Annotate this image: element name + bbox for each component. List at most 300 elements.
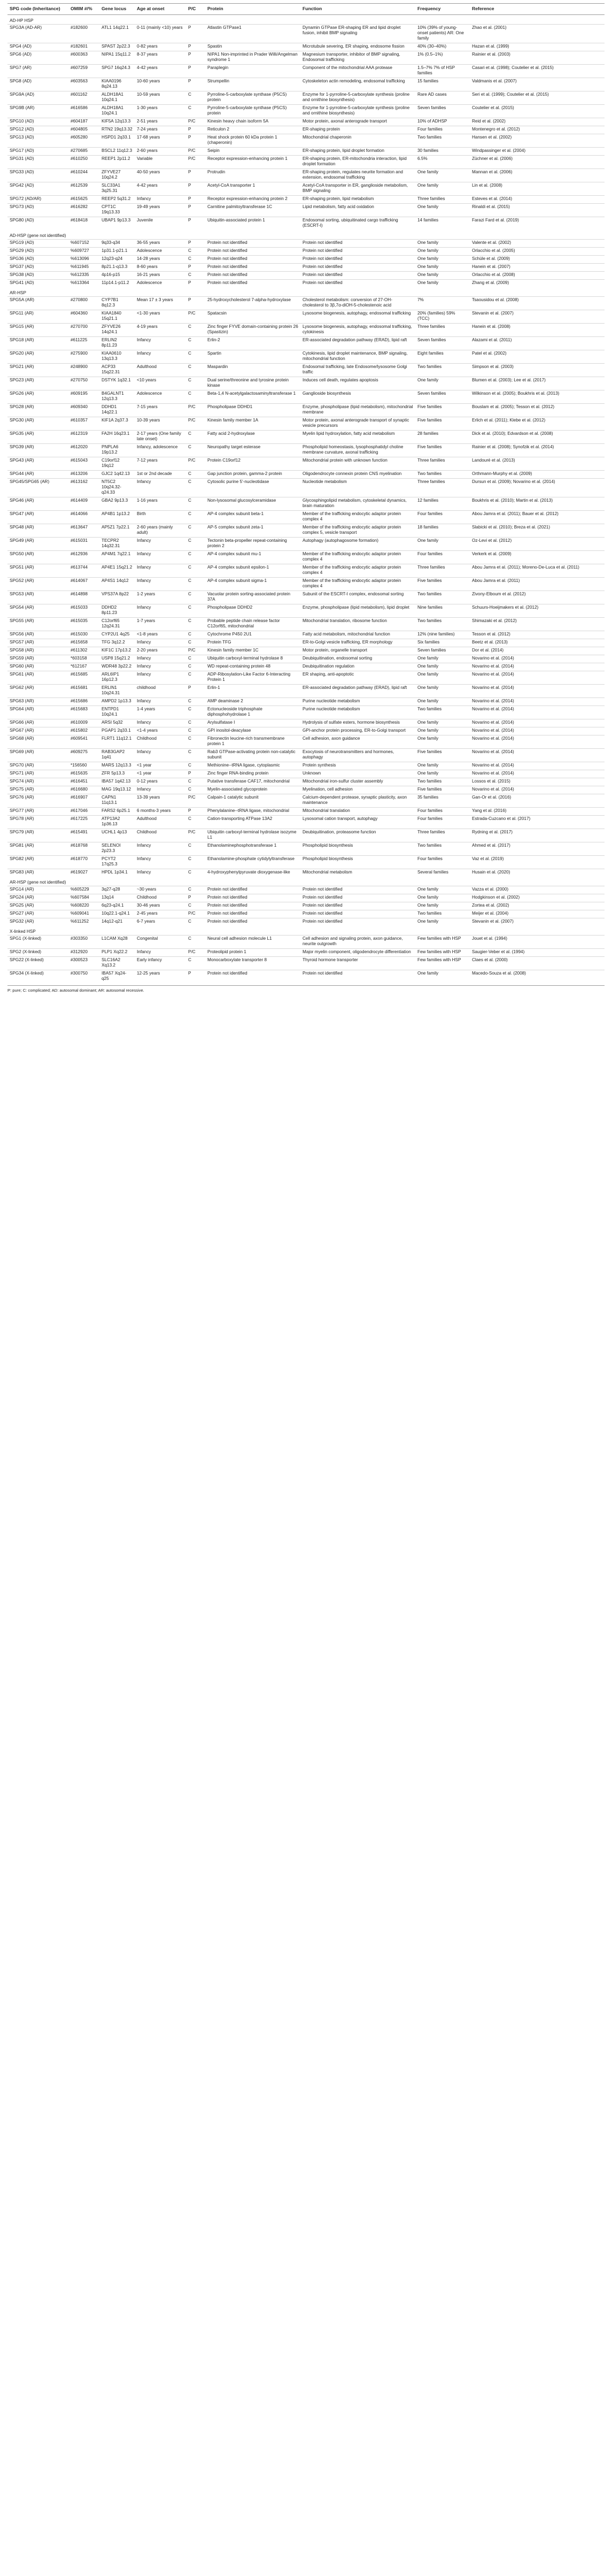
cell-age-onset: 4-42 years <box>135 65 186 78</box>
cell-frequency: 35 families <box>415 794 470 808</box>
cell-spg-code: SPG62 (AR) <box>7 685 68 698</box>
cell-function: Enzyme for 1-pyrroline-5-carboxylate synthesis (proline and ornithine biosynthesis) <box>300 105 415 118</box>
cell-function: Enzyme for 1-pyrroline-5-carboxylate synthesis (proline and ornithine biosynthesis) <box>300 91 415 105</box>
cell-reference: Novarino et al. (2014) <box>470 786 605 794</box>
cell-function: Endosomal trafficking, late Endosome/lysosome Golgi traffic <box>300 364 415 377</box>
cell-age-onset: Infancy <box>135 856 186 869</box>
cell-reference: Casari et al. (1998); Coutelier et al. (2015) <box>470 65 605 78</box>
table-row <box>7 479 605 497</box>
cell-reference: Züchner et al. (2006) <box>470 156 605 169</box>
cell-pc: C <box>186 869 205 877</box>
cell-reference: Slabicki et al. (2010); Breza et al. (2021) <box>470 524 605 538</box>
table-row <box>7 808 605 816</box>
cell-protein: Cation-transporting ATPase 13A2 <box>205 816 300 829</box>
cell-age-onset: 2-60 years <box>135 148 186 156</box>
cell-frequency: Rare AD cases <box>415 91 470 105</box>
cell-spg-code: SPG10 (AD) <box>7 118 68 126</box>
cell-frequency: One family <box>415 918 470 926</box>
cell-spg-code: SPG56 (AR) <box>7 631 68 639</box>
cell-gene-locus: ENTPD1 10q24.1 <box>99 706 135 719</box>
cell-pc: C <box>186 431 205 444</box>
cell-reference: Novarino et al. (2014) <box>470 719 605 727</box>
cell-spg-code: SPG29 (AD) <box>7 248 68 256</box>
cell-omim: #610244 <box>68 169 99 182</box>
cell-reference: Seri et al. (1999); Coutelier et al. (2015) <box>470 91 605 105</box>
table-row <box>7 655 605 663</box>
cell-frequency: 6.5% <box>415 156 470 169</box>
cell-omim: #618768 <box>68 842 99 856</box>
cell-protein: Fatty acid 2-hydroxylase <box>205 431 300 444</box>
cell-pc: C <box>186 749 205 762</box>
cell-protein: Spartin <box>205 350 300 364</box>
table-row <box>7 663 605 671</box>
cell-omim: #609541 <box>68 735 99 749</box>
cell-function: Mitochondrial protein with unknown function <box>300 457 415 471</box>
cell-protein: AP-4 complex subunit epsilon-1 <box>205 564 300 578</box>
cell-reference: Hansen et al. (2002) <box>470 134 605 148</box>
cell-age-onset: Infancy <box>135 655 186 663</box>
cell-age-onset: 4-42 years <box>135 182 186 196</box>
cell-pc: P/C <box>186 118 205 126</box>
cell-frequency: 10% of ADHSP <box>415 118 470 126</box>
cell-pc: P/C <box>186 417 205 431</box>
cell-frequency: 15 families <box>415 78 470 91</box>
cell-spg-code: SPG51 (AR) <box>7 564 68 578</box>
cell-function: Motor protein, axonal anterograde transport <box>300 118 415 126</box>
cell-spg-code: SPG69 (AR) <box>7 749 68 762</box>
cell-protein: Protein not identified <box>205 264 300 272</box>
table-row <box>7 685 605 698</box>
cell-protein: Maspardin <box>205 364 300 377</box>
cell-protein: Non-lysosomal glucosylceramidase <box>205 497 300 511</box>
cell-reference: Boukhris et al. (2010); Martin et al. (2013) <box>470 497 605 511</box>
cell-protein: Ethanolaminephosphotransferase 1 <box>205 842 300 856</box>
cell-gene-locus: FLRT1 11q12.1 <box>99 735 135 749</box>
cell-protein: Carnitine palmitoyltransferase 1C <box>205 204 300 217</box>
cell-omim: #607259 <box>68 65 99 78</box>
cell-frequency: Two families <box>415 842 470 856</box>
table-row <box>7 910 605 918</box>
table-row <box>7 886 605 894</box>
cell-gene-locus: USP8 15q21.2 <box>99 655 135 663</box>
cell-spg-code: SPG68 (AR) <box>7 735 68 749</box>
cell-function: ER-associated degradation pathway (ERAD), lipid raft <box>300 685 415 698</box>
cell-protein: Protein not identified <box>205 272 300 280</box>
cell-omim: %611252 <box>68 918 99 926</box>
cell-reference: Meijer et al. (2004) <box>470 910 605 918</box>
cell-function: Magnesium transporter, inhibitor of BMP signaling, Endosomal trafficking <box>300 51 415 65</box>
cell-frequency: One family <box>415 280 470 288</box>
cell-pc: P/C <box>186 910 205 918</box>
cell-omim: %607584 <box>68 894 99 902</box>
cell-gene-locus: UCHL1 4p13 <box>99 829 135 842</box>
cell-gene-locus: 11p14.1-p11.2 <box>99 280 135 288</box>
cell-pc: C <box>186 856 205 869</box>
cell-gene-locus: FARS2 6p25.1 <box>99 808 135 816</box>
cell-reference: Simpson et al. (2003) <box>470 364 605 377</box>
cell-protein: Receptor expression-enhancing protein 2 <box>205 196 300 204</box>
cell-spg-code: SPG1 (X-linked) <box>7 936 68 949</box>
cell-protein: Arylsulfatase I <box>205 719 300 727</box>
cell-pc: C <box>186 364 205 377</box>
cell-function: Protein not identified <box>300 256 415 264</box>
cell-function: Thyroid hormone transporter <box>300 957 415 970</box>
cell-protein: Calpain-1 catalytic subunit <box>205 794 300 808</box>
cell-omim: #248900 <box>68 364 99 377</box>
header-age-onset: Age at onset <box>135 4 186 15</box>
cell-age-onset: 0-11 (mainly <10) years <box>135 25 186 43</box>
cell-protein: Ectonucleoside triphosphate diphosphohydrolase 1 <box>205 706 300 719</box>
cell-spg-code: SPG72 (AD/AR) <box>7 196 68 204</box>
table-row <box>7 538 605 551</box>
cell-reference: Dursun et al. (2009); Novarino et al. (2014) <box>470 479 605 497</box>
cell-omim: #613206 <box>68 471 99 479</box>
cell-gene-locus: ZFYVE27 10q24.2 <box>99 169 135 182</box>
cell-frequency: Four families <box>415 511 470 524</box>
cell-age-onset: 17-68 years <box>135 134 186 148</box>
cell-frequency: Two families <box>415 591 470 604</box>
cell-reference: Claes et al. (2000) <box>470 957 605 970</box>
cell-omim: #613744 <box>68 564 99 578</box>
cell-protein: Protein not identified <box>205 910 300 918</box>
cell-gene-locus: 3q27-q28 <box>99 886 135 894</box>
cell-reference: Hanein et al. (2007) <box>470 264 605 272</box>
table-row <box>7 148 605 156</box>
cell-spg-code: SPG60 (AR) <box>7 663 68 671</box>
cell-omim: #609340 <box>68 404 99 417</box>
cell-spg-code: SPG53 (AR) <box>7 591 68 604</box>
cell-reference: Rinaldi et al. (2015) <box>470 204 605 217</box>
cell-pc: C <box>186 786 205 794</box>
cell-reference: Abou Jamra et al. (2011); Bauer et al. (2012) <box>470 511 605 524</box>
cell-omim: #619027 <box>68 869 99 877</box>
cell-frequency: Two families <box>415 778 470 786</box>
cell-protein: AP-5 complex subunit zeta-1 <box>205 524 300 538</box>
cell-reference: Orthmann-Murphy et al. (2009) <box>470 471 605 479</box>
cell-pc: C <box>186 604 205 618</box>
cell-age-onset: Childhood <box>135 829 186 842</box>
cell-omim: %607152 <box>68 240 99 248</box>
cell-spg-code: SPG44 (AR) <box>7 471 68 479</box>
cell-age-onset: 30-46 years <box>135 902 186 910</box>
cell-protein: Kinesin family member 1A <box>205 417 300 431</box>
header-frequency: Frequency <box>415 4 470 15</box>
cell-age-onset: 6 months-3 years <box>135 808 186 816</box>
cell-function: GPI-anchor protein processing, ER-to-Golgi transport <box>300 727 415 735</box>
cell-pc: C <box>186 524 205 538</box>
cell-pc: C <box>186 918 205 926</box>
cell-pc: C <box>186 735 205 749</box>
cell-omim: #615686 <box>68 698 99 706</box>
cell-gene-locus: UBAP1 9p13.3 <box>99 217 135 231</box>
cell-protein: Phenylalanine--tRNA ligase, mitochondrial <box>205 808 300 816</box>
cell-omim: #615635 <box>68 770 99 778</box>
cell-age-onset: 8-37 years <box>135 51 186 65</box>
cell-age-onset: 2-17 years (One family late onset) <box>135 431 186 444</box>
cell-omim: %612335 <box>68 272 99 280</box>
cell-frequency: 12% (nine families) <box>415 631 470 639</box>
cell-protein: Tectonin beta-propeller repeat-containing protein 2 <box>205 538 300 551</box>
cell-frequency: Three families <box>415 564 470 578</box>
table-row <box>7 564 605 578</box>
cell-protein: Protein not identified <box>205 886 300 894</box>
cell-omim: #605280 <box>68 134 99 148</box>
cell-function: Cholesterol metabolism: conversion of 27-OH-cholesterol to 3β,7α-diOH-5-cholestenoic acid <box>300 297 415 310</box>
cell-spg-code: SPG26 (AR) <box>7 390 68 404</box>
cell-gene-locus: PNPLA6 19p13.2 <box>99 444 135 457</box>
table-row <box>7 794 605 808</box>
cell-pc: P/C <box>186 156 205 169</box>
cell-function: ER-shaping protein, regulates neurite formation and extension, endosomal trafficking <box>300 169 415 182</box>
cell-frequency: One family <box>415 272 470 280</box>
cell-omim: #615625 <box>68 196 99 204</box>
cell-reference: Husain et al. (2020) <box>470 869 605 877</box>
cell-spg-code: SPG50 (AR) <box>7 551 68 564</box>
cell-protein: Protein not identified <box>205 280 300 288</box>
table-row <box>7 324 605 337</box>
cell-age-onset: Infancy <box>135 949 186 957</box>
cell-pc: P <box>186 264 205 272</box>
table-footnote: P: pure; C: complicated; AD: autosomal dominant; AR: autosomal recessive. <box>7 985 605 993</box>
cell-protein: Pyrroline-5-carboxylate synthase (P5CS) protein <box>205 105 300 118</box>
cell-spg-code: SPG55 (AR) <box>7 618 68 631</box>
cell-spg-code: SPG52 (AR) <box>7 578 68 591</box>
cell-function: Member of the trafficking endocytic adaptor protein complex 4 <box>300 511 415 524</box>
cell-omim: #604187 <box>68 118 99 126</box>
cell-reference: Rainier et al. (2003) <box>470 51 605 65</box>
cell-age-onset: 1-16 years <box>135 497 186 511</box>
cell-pc: P <box>186 685 205 698</box>
cell-gene-locus: MAG 19q13.12 <box>99 786 135 794</box>
cell-protein: AMP deaminase 2 <box>205 698 300 706</box>
cell-pc: P <box>186 126 205 134</box>
table-row <box>7 337 605 350</box>
cell-frequency: Seven families <box>415 105 470 118</box>
cell-pc: C <box>186 957 205 970</box>
table-row <box>7 280 605 288</box>
cell-frequency: One family <box>415 698 470 706</box>
cell-frequency: Two families <box>415 364 470 377</box>
cell-age-onset: 1-4 years <box>135 706 186 719</box>
cell-age-onset: Infancy <box>135 479 186 497</box>
cell-function: Mitochondrial iron-sulfur cluster assembly <box>300 778 415 786</box>
cell-gene-locus: HSPD1 2q33.1 <box>99 134 135 148</box>
cell-reference: Dick et al. (2010); Edvardson et al. (2008) <box>470 431 605 444</box>
cell-gene-locus: RTN2 19q13.32 <box>99 126 135 134</box>
cell-omim: #604360 <box>68 310 99 324</box>
cell-gene-locus: C19orf12 19q12 <box>99 457 135 471</box>
cell-gene-locus: HPDL 1p34.1 <box>99 869 135 877</box>
cell-protein: Atlastin GTPase1 <box>205 25 300 43</box>
cell-gene-locus: C12orf65 12q24.31 <box>99 618 135 631</box>
cell-protein: Receptor expression-enhancing protein 1 <box>205 156 300 169</box>
cell-omim: #616586 <box>68 105 99 118</box>
cell-reference: Dor et al. (2014) <box>470 647 605 655</box>
cell-omim: #270800 <box>68 297 99 310</box>
cell-omim: #303350 <box>68 936 99 949</box>
cell-frequency: One family <box>415 762 470 770</box>
cell-omim: *156560 <box>68 762 99 770</box>
cell-spg-code: SPG36 (AD) <box>7 256 68 264</box>
cell-omim: #615685 <box>68 671 99 685</box>
cell-gene-locus: MARS 12q13.3 <box>99 762 135 770</box>
cell-reference: Stevanin et al. (2007) <box>470 918 605 926</box>
cell-age-onset: Infancy <box>135 578 186 591</box>
cell-protein: Zinc finger FYVE domain-containing protein 26 (Spastizin) <box>205 324 300 337</box>
cell-pc: P <box>186 182 205 196</box>
cell-function: Mitochondrial chaperonin <box>300 134 415 148</box>
cell-age-onset: 1st or 2nd decade <box>135 471 186 479</box>
table-row <box>7 182 605 196</box>
cell-reference: Schüle et al. (2009) <box>470 256 605 264</box>
group-heading-row <box>7 287 605 297</box>
cell-pc: C <box>186 479 205 497</box>
cell-frequency: Five families <box>415 749 470 762</box>
cell-gene-locus: 13q14 <box>99 894 135 902</box>
cell-age-onset: 12-25 years <box>135 970 186 984</box>
cell-gene-locus: SLC16A2 Xq13.2 <box>99 957 135 970</box>
cell-frequency: Eight families <box>415 350 470 364</box>
header-protein: Protein <box>205 4 300 15</box>
cell-age-onset: <10 years <box>135 377 186 390</box>
table-row <box>7 551 605 564</box>
cell-function: Phospholipid homeostasis, lysophosphatidyl choline membrane curvature, axonal trafficking <box>300 444 415 457</box>
cell-omim: #600363 <box>68 51 99 65</box>
cell-omim: #614898 <box>68 591 99 604</box>
cell-gene-locus: ZFR 5p13.3 <box>99 770 135 778</box>
cell-pc: P <box>186 78 205 91</box>
header-function: Function <box>300 4 415 15</box>
cell-spg-code: SPG66 (AR) <box>7 719 68 727</box>
table-row <box>7 842 605 856</box>
cell-function: Mitochondrial metabolism <box>300 869 415 877</box>
cell-gene-locus: REEP1 2p11.2 <box>99 156 135 169</box>
cell-frequency: 12 families <box>415 497 470 511</box>
cell-pc: P/C <box>186 310 205 324</box>
cell-gene-locus: ARL6IP1 16p12.3 <box>99 671 135 685</box>
cell-age-onset: Childhood <box>135 735 186 749</box>
cell-pc: C <box>186 671 205 685</box>
cell-spg-code: SPG64 (AR) <box>7 706 68 719</box>
cell-gene-locus: ALDH18A1 10q24.1 <box>99 105 135 118</box>
cell-gene-locus: ACP33 15q22.31 <box>99 364 135 377</box>
cell-spg-code: SPG35 (AR) <box>7 431 68 444</box>
cell-omim: #270700 <box>68 324 99 337</box>
cell-spg-code: SPG8 (AD) <box>7 78 68 91</box>
cell-pc: C <box>186 511 205 524</box>
cell-gene-locus: CAPN1 11q13.1 <box>99 794 135 808</box>
cell-frequency: Two families <box>415 471 470 479</box>
cell-spg-code: SPG22 (X-linked) <box>7 957 68 970</box>
cell-omim: #616907 <box>68 794 99 808</box>
table-row <box>7 169 605 182</box>
table-row <box>7 604 605 618</box>
cell-frequency: 1% (0.5–1%) <box>415 51 470 65</box>
table-row <box>7 631 605 639</box>
cell-protein: Protein not identified <box>205 256 300 264</box>
cell-frequency: Six families <box>415 639 470 647</box>
cell-age-onset: Adulthood <box>135 816 186 829</box>
cell-gene-locus: CYP7B1 8q12.3 <box>99 297 135 310</box>
cell-function: Mitochondrial translation <box>300 808 415 816</box>
cell-spg-code: SPG79 (AR) <box>7 829 68 842</box>
cell-omim: #270685 <box>68 148 99 156</box>
cell-frequency: Five families <box>415 417 470 431</box>
cell-age-onset: Infancy <box>135 719 186 727</box>
cell-pc: P <box>186 280 205 288</box>
cell-omim: #616680 <box>68 786 99 794</box>
table-row <box>7 497 605 511</box>
cell-frequency: One family <box>415 655 470 663</box>
cell-reference: Abou Jamra et al. (2011) <box>470 578 605 591</box>
cell-pc: C <box>186 719 205 727</box>
cell-function: Endosomal sorting, ubiquitinated cargo trafficking (ESCRT-I) <box>300 217 415 231</box>
table-row <box>7 297 605 310</box>
table-row <box>7 762 605 770</box>
cell-omim: #275900 <box>68 350 99 364</box>
cell-reference: Orlacchio et al. (2005) <box>470 248 605 256</box>
table-row <box>7 134 605 148</box>
cell-reference: Farazi Fard et al. (2019) <box>470 217 605 231</box>
table-row <box>7 829 605 842</box>
cell-protein: Kinesin heavy chain isoform 5A <box>205 118 300 126</box>
cell-pc: C <box>186 337 205 350</box>
cell-omim: #615030 <box>68 631 99 639</box>
cell-omim: #613162 <box>68 479 99 497</box>
cell-protein: Neural cell adhesion molecule L1 <box>205 936 300 949</box>
cell-omim: #610250 <box>68 156 99 169</box>
table-row <box>7 51 605 65</box>
cell-protein: GPI inositol-deacylase <box>205 727 300 735</box>
cell-gene-locus: ATL1 14q22.1 <box>99 25 135 43</box>
cell-function: ER-shaping protein, ER-mitochondria interaction, lipid droplet formation <box>300 156 415 169</box>
cell-gene-locus: 9q33-q34 <box>99 240 135 248</box>
cell-age-onset: Infancy <box>135 786 186 794</box>
hsp-gene-table <box>7 3 605 983</box>
cell-omim: #601162 <box>68 91 99 105</box>
cell-pc: C <box>186 655 205 663</box>
cell-gene-locus: IBA57 1q42.13 <box>99 778 135 786</box>
cell-function: Cytokinesis, lipid droplet maintenance, BMP signaling, mitochondrial function <box>300 350 415 364</box>
cell-function: Protein not identified <box>300 264 415 272</box>
cell-age-onset: Infancy <box>135 639 186 647</box>
cell-pc: C <box>186 471 205 479</box>
cell-age-onset: <1-8 years <box>135 631 186 639</box>
cell-pc: C <box>186 444 205 457</box>
cell-frequency: 14 families <box>415 217 470 231</box>
cell-reference: Alazami et al. (2011) <box>470 337 605 350</box>
cell-protein: Protein not identified <box>205 970 300 984</box>
cell-gene-locus: TECPR2 14q32.31 <box>99 538 135 551</box>
cell-gene-locus: AP4S1 14q12 <box>99 578 135 591</box>
cell-frequency: One family <box>415 663 470 671</box>
cell-age-onset: 2-45 years <box>135 910 186 918</box>
cell-omim: #300750 <box>68 970 99 984</box>
cell-frequency: Four families <box>415 808 470 816</box>
cell-protein: Protein not identified <box>205 902 300 910</box>
table-row <box>7 902 605 910</box>
cell-frequency: Few families with HSP <box>415 936 470 949</box>
cell-function: Cytoskeleton actin remodeling, endosomal trafficking <box>300 78 415 91</box>
table-row <box>7 970 605 984</box>
cell-pc: P/C <box>186 404 205 417</box>
cell-frequency: One family <box>415 735 470 749</box>
cell-age-onset: 7-15 years <box>135 404 186 417</box>
cell-function: Motor protein, axonal anterograde transport of synaptic vesicle precursors <box>300 417 415 431</box>
cell-gene-locus: ARSI 5q32 <box>99 719 135 727</box>
cell-spg-code: SPG23 (AR) <box>7 377 68 390</box>
cell-protein: Methionine--tRNA ligase, cytoplasmic <box>205 762 300 770</box>
